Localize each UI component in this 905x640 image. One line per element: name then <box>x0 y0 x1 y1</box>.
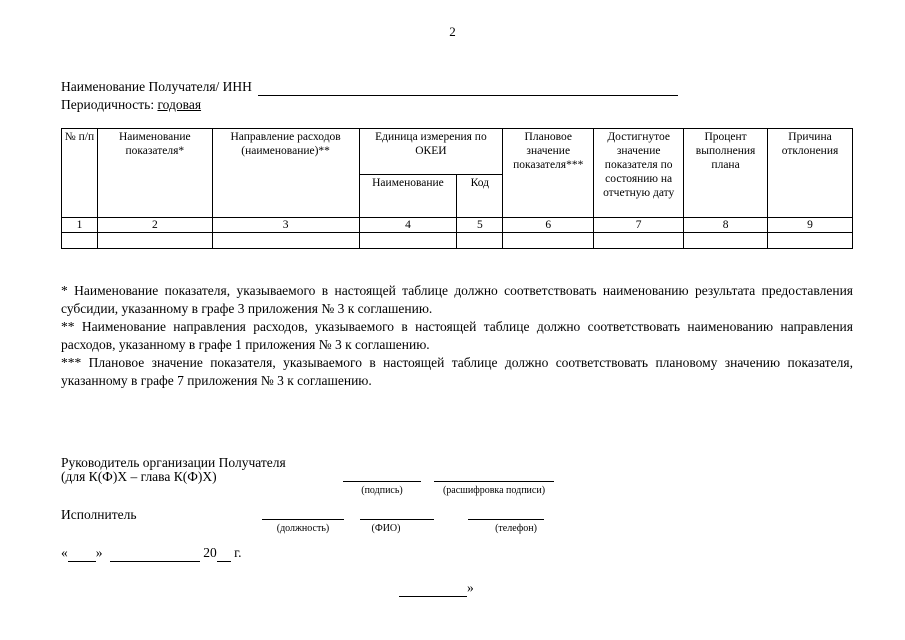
column-number: 3 <box>212 218 359 233</box>
head-title-line2: (для К(Ф)Х – глава К(Ф)Х) <box>61 469 217 484</box>
executor-label: Исполнитель <box>61 507 137 522</box>
column-number: 7 <box>594 218 684 233</box>
page-number: 2 <box>449 24 456 39</box>
position-line <box>262 519 344 520</box>
signature-decoding-line <box>434 481 554 482</box>
header-planned: Плановое значение показателя*** <box>503 129 594 218</box>
signature-decoding-caption: (расшифровка подписи) <box>442 485 546 496</box>
signature-line <box>343 481 421 482</box>
recipient-line <box>61 79 678 96</box>
table-row <box>62 233 853 249</box>
table-cell <box>457 233 503 249</box>
head-title <box>61 456 286 484</box>
table-cell <box>684 233 768 249</box>
closing-blank <box>399 580 467 597</box>
fio-caption: (ФИО) <box>371 523 401 534</box>
header-percent: Процент выполнения плана <box>684 129 768 218</box>
fio-line <box>360 519 434 520</box>
footnote: ** Наименование направления расходов, указываемого в настоящей таблице должно соответствовать наименованию направления расходов, указанному в графе 1 приложения № 3 к соглашению. <box>61 319 853 352</box>
table-cell <box>594 233 684 249</box>
phone-caption: (телефон) <box>495 523 537 534</box>
recipient-blank <box>258 79 678 96</box>
date-year-prefix: 20 <box>203 545 217 560</box>
column-number-row <box>62 218 853 233</box>
column-number: 9 <box>768 218 853 233</box>
header-reason: Причина отклонения <box>768 129 853 218</box>
date-line <box>61 545 242 562</box>
phone-line <box>468 519 544 520</box>
header-unit-name: Наименование <box>359 174 457 218</box>
closing-quote: » <box>467 580 474 595</box>
date-year-blank <box>217 545 231 562</box>
table-cell <box>212 233 359 249</box>
periodicity-value: годовая <box>157 97 202 112</box>
column-number: 5 <box>457 218 503 233</box>
recipient-label: Наименование Получателя/ ИНН <box>61 79 252 94</box>
header-no: № п/п <box>62 129 98 218</box>
header-achieved: Достигнутое значение показателя по состоянию на отчетную дату <box>594 129 684 218</box>
periodicity-line <box>61 97 201 113</box>
table-cell <box>359 233 457 249</box>
head-title-line1: Руководитель организации Получателя <box>61 455 286 470</box>
date-day-blank <box>68 545 96 562</box>
header-unit-code: Код <box>457 174 503 218</box>
header-unit: Единица измерения по ОКЕИ <box>359 129 503 175</box>
footnote: * Наименование показателя, указываемого в настоящей таблице должно соответствовать наименованию результата предоставления субсидии, указанному в графе 3 приложения № 3 к соглашению. <box>61 283 853 316</box>
column-number: 2 <box>97 218 212 233</box>
signature-caption: (подпись) <box>361 485 403 496</box>
date-close-quote: » <box>95 545 103 560</box>
footnotes <box>61 282 853 390</box>
column-number: 4 <box>359 218 457 233</box>
table-cell <box>768 233 853 249</box>
footnote: *** Плановое значение показателя, указываемого в настоящей таблице должно соответствовать плановому значению показателя, указанному в графе 7 приложения № 3 к соглашению. <box>61 355 853 388</box>
date-month-blank <box>110 545 200 562</box>
header-direction: Направление расходов (наименование)** <box>212 129 359 218</box>
column-number: 8 <box>684 218 768 233</box>
column-number: 1 <box>62 218 98 233</box>
position-caption: (должность) <box>276 523 330 534</box>
table-cell <box>97 233 212 249</box>
table-header-row <box>62 129 853 175</box>
report-table <box>61 128 853 249</box>
periodicity-label: Периодичность: <box>61 97 155 112</box>
header-indicator: Наименование показателя* <box>97 129 212 218</box>
column-number: 6 <box>503 218 594 233</box>
date-open-quote: « <box>61 545 68 560</box>
table-cell <box>503 233 594 249</box>
table-cell <box>62 233 98 249</box>
closing-line <box>399 580 474 597</box>
date-suffix: г. <box>234 545 242 560</box>
